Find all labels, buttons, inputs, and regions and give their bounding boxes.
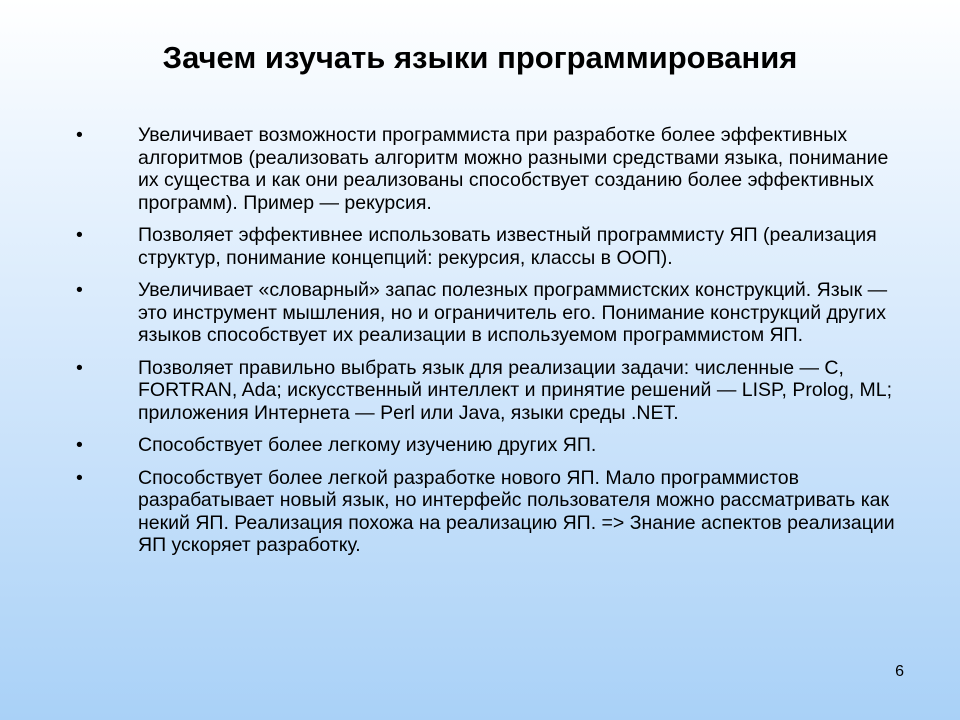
bullet-text-5: Способствует более легкому изучению других ЯП. — [138, 434, 597, 456]
bullet-item-4 — [0, 357, 960, 425]
bullet-icon: • — [76, 434, 83, 456]
bullet-text-2: Позволяет эффективнее использовать известный программисту ЯП (реализация структур, понимание концепций: рекурсия, классы в ООП). — [138, 224, 877, 269]
bullet-text-4: Позволяет правильно выбрать язык для реализации задачи: численные — C, FORTRAN, Ada; искусственный интеллект и принятие решений — LISP, Prolog, ML; приложения Интернета — Perl или Java, языки среды .NET. — [138, 356, 893, 424]
bullet-item-6 — [0, 467, 960, 557]
bullet-icon: • — [76, 356, 83, 379]
bullet-text-1: Увеличивает возможности программиста при разработке более эффективных алгоритмов (реализовать алгоритм можно разными средствами языка, понимание их существа и как они реализованы способствует созданию более эффективных программ). Пример — рекурсия. — [138, 124, 889, 214]
page-number: 6 — [895, 663, 904, 680]
bullet-icon: • — [76, 224, 83, 246]
bullet-item-3 — [0, 279, 960, 347]
bullet-list — [0, 124, 960, 567]
bullet-icon: • — [76, 279, 83, 301]
bullet-text-6: Способствует более легкой разработке нового ЯП. Мало программистов разрабатывает новый язык, но интерфейс пользователя можно рассматривать как некий ЯП. Реализация похожа на реализацию ЯП. => Знание аспектов реализации ЯП ускоряет разработку. — [138, 466, 895, 556]
bullet-icon: • — [76, 466, 83, 489]
bullet-item-1 — [0, 124, 960, 214]
bullet-text-3: Увеличивает «словарный» запас полезных программистских конструкций. Язык — это инструмент мышления, но и ограничитель его. Понимание конструкций других языков способствует их реализации в используемом программистом ЯП. — [138, 279, 888, 346]
bullet-item-2 — [0, 224, 960, 269]
bullet-icon: • — [76, 124, 83, 146]
slide-title: Зачем изучать языки программирования — [162, 40, 798, 75]
bullet-item-5 — [0, 434, 960, 457]
